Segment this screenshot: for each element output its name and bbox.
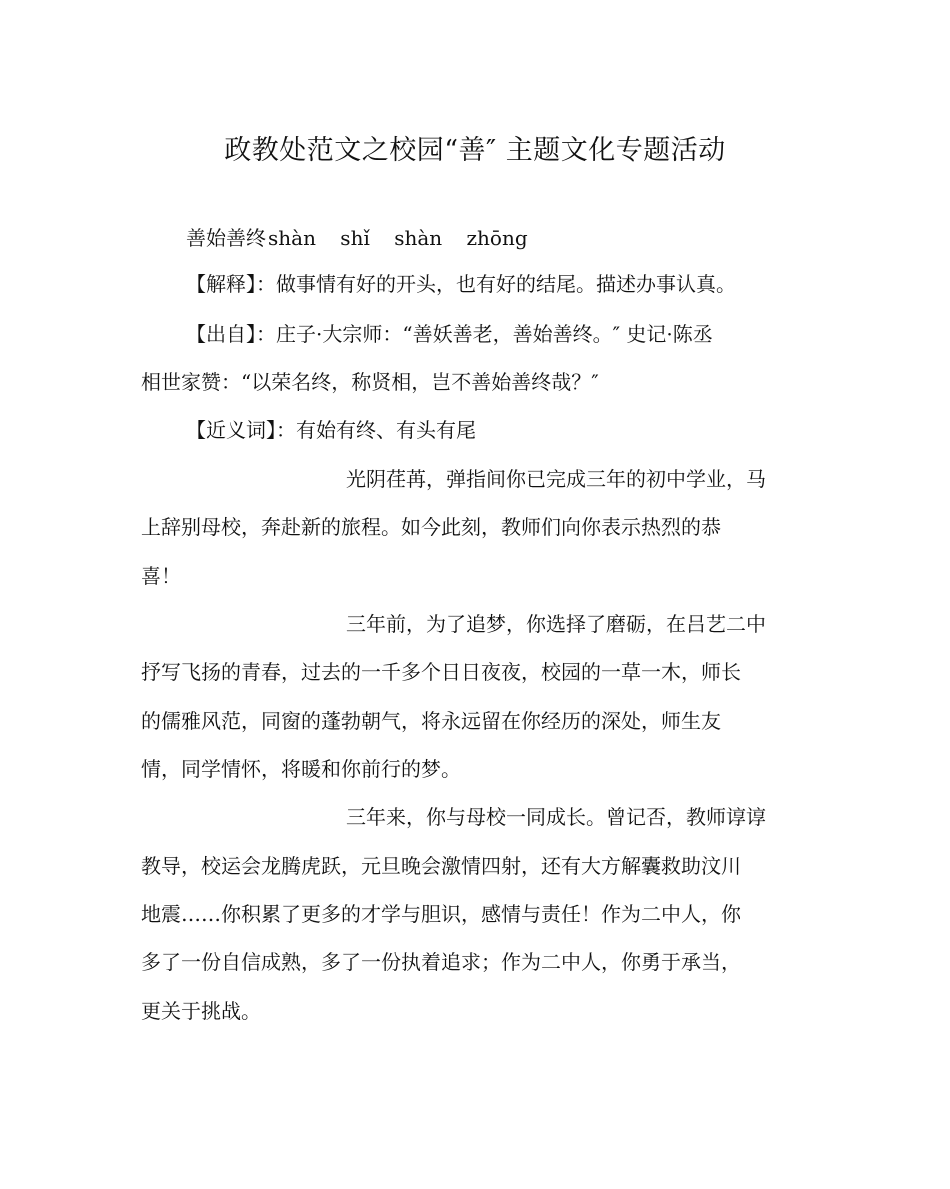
paragraph-3-line-1: 三年来，你与母校一同成长。曾记否，教师谆谆 [346,805,766,829]
paragraph-3-line-2: 教导，校运会龙腾虎跃，元旦晚会激情四射，还有大方解囊救助汶川 [141,854,741,878]
paragraph-3-line-3: 地震……你积累了更多的才学与胆识，感情与责任！作为二中人，你 [141,902,741,926]
definition-line: 【解释】：做事情有好的开头，也有好的结尾。描述办事认真。 [186,272,736,296]
paragraph-2-line-4: 情，同学情怀，将暖和你前行的梦。 [141,757,461,781]
source-line-2: 相世家赞：“以荣名终，称贤相，岂不善始善终哉？″ [141,370,599,394]
paragraph-2-line-3: 的儒雅风范，同窗的蓬勃朝气，将永远留在你经历的深处，师生友 [141,709,721,733]
idiom-pinyin: shàn shǐ shàn zhōng [268,226,528,250]
paragraph-3-line-4: 多了一份自信成熟，多了一份执着追求；作为二中人，你勇于承当， [141,950,741,974]
paragraph-2-line-1: 三年前，为了追梦，你选择了磨砺，在吕艺二中 [346,612,766,636]
page-title: 政教处范文之校园“善″ 主题文化专题活动 [224,135,726,166]
paragraph-1-line-1: 光阴荏苒，弹指间你已完成三年的初中学业，马 [346,467,766,491]
paragraph-1-line-3: 喜！ [141,564,181,588]
synonyms-line: 【近义词】：有始有终、有头有尾 [186,418,476,442]
paragraph-3-line-5: 更关于挑战。 [141,999,261,1023]
idiom-heading [186,224,528,252]
paragraph-1-line-2: 上辞别母校，奔赴新的旅程。如今此刻，教师们向你表示热烈的恭 [141,515,721,539]
paragraph-2-line-2: 抒写飞扬的青春，过去的一千多个日日夜夜，校园的一草一木，师长 [141,660,741,684]
idiom-word: 善始善终 [186,226,266,250]
source-line-1: 【出自】：庄子·大宗师：“善妖善老，善始善终。″ 史记·陈丞 [186,322,713,346]
